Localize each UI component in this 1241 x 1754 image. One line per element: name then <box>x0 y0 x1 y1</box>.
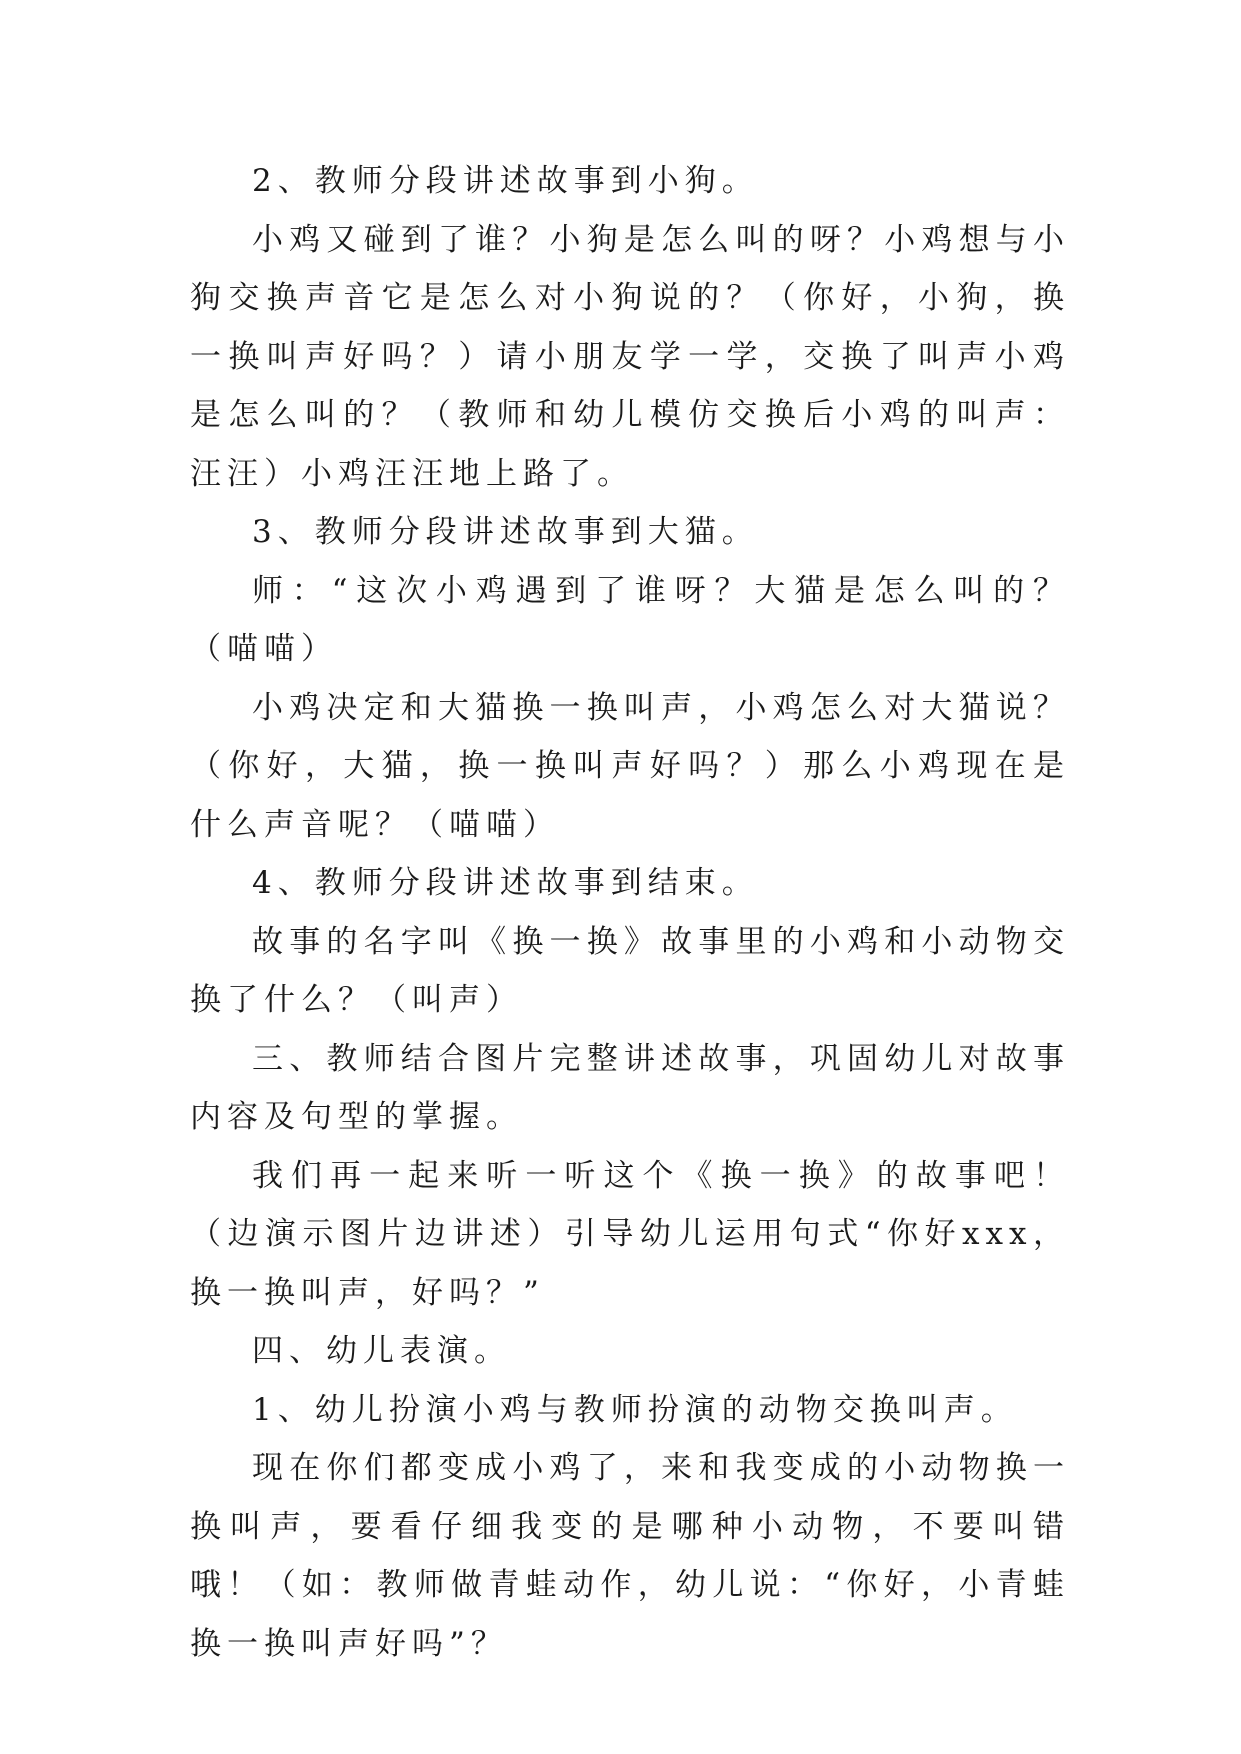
body-paragraph: 师：“这次小鸡遇到了谁呀？大猫是怎么叫的？（喵喵） <box>190 572 1070 667</box>
body-paragraph: 现在你们都变成小鸡了，来和我变成的小动物换一换叫声，要看仔细我变的是哪种小动物，不要叫错哦！（如：教师做青蛙动作，幼儿说：“你好，小青蛙换一换叫声好吗”？ <box>190 1450 1070 1662</box>
section-heading: 四、幼儿表演。 <box>252 1333 511 1369</box>
section-heading: 3、教师分段讲述故事到大猫。 <box>252 514 759 550</box>
body-paragraph: 故事的名字叫《换一换》故事里的小鸡和小动物交换了什么？（叫声） <box>190 923 1070 1018</box>
body-paragraph: 我们再一起来听一听这个《换一换》的故事吧！（边演示图片边讲述）引导幼儿运用句式“你好xxx，换一换叫声，好吗？” <box>190 1157 1070 1311</box>
section-heading: 1、幼儿扮演小鸡与教师扮演的动物交换叫声。 <box>252 1391 1018 1428</box>
body-paragraph: 小鸡又碰到了谁？小狗是怎么叫的呀？小鸡想与小狗交换声音它是怎么对小狗说的？（你好，小狗，换一换叫声好吗？）请小朋友学一学，交换了叫声小鸡是怎么叫的？（教师和幼儿模仿交换后小鸡的叫声：汪汪）小鸡汪汪地上路了。 <box>190 221 1070 492</box>
section-heading: 2、教师分段讲述故事到小狗。 <box>252 163 759 199</box>
section-heading: 4、教师分段讲述故事到结束。 <box>252 865 759 901</box>
body-paragraph: 小鸡决定和大猫换一换叫声，小鸡怎么对大猫说？（你好，大猫，换一换叫声好吗？）那么小鸡现在是什么声音呢？（喵喵） <box>190 689 1070 843</box>
section-heading: 三、教师结合图片完整讲述故事，巩固幼儿对故事内容及句型的掌握。 <box>190 1040 1070 1135</box>
document-body <box>190 152 1070 1673</box>
